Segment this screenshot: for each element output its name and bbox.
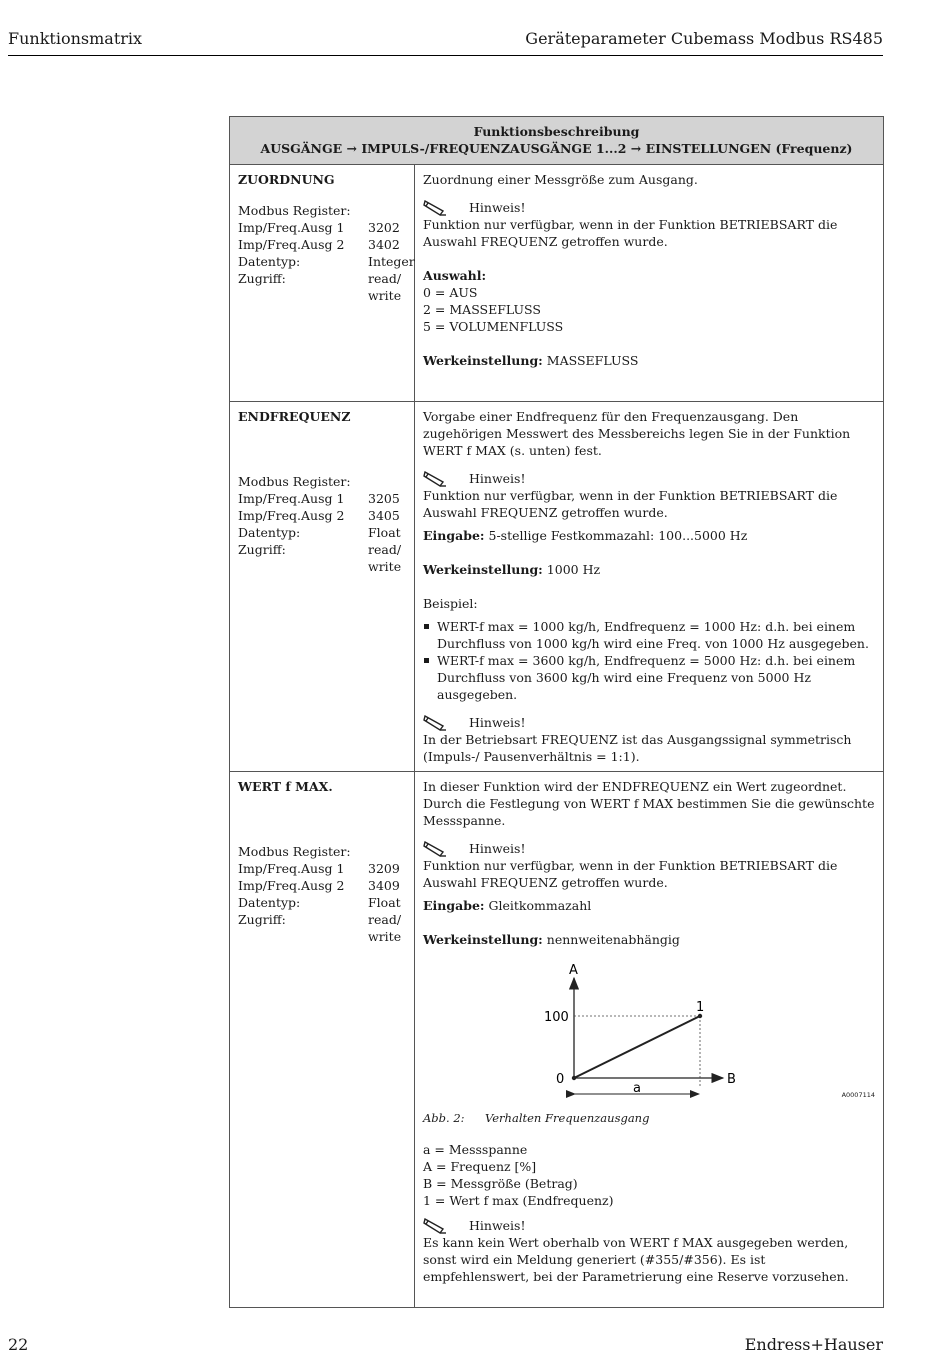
page-number: 22 bbox=[8, 1335, 29, 1354]
pencil-note-icon bbox=[423, 839, 449, 857]
function-name: ZUORDNUNG bbox=[238, 172, 335, 187]
hint-note bbox=[423, 839, 875, 857]
output2-register: 3409 bbox=[368, 878, 400, 893]
description-text: Zuordnung einer Messgröße zum Ausgang. bbox=[423, 172, 698, 187]
pencil-note-icon bbox=[423, 469, 449, 487]
label-a-axis: A bbox=[569, 963, 578, 978]
modbus-label: Modbus Register: bbox=[238, 844, 351, 859]
hint-label: Hinweis! bbox=[469, 199, 526, 215]
header-section-title: Funktionsmatrix bbox=[8, 29, 143, 48]
modbus-label: Modbus Register: bbox=[238, 203, 351, 218]
list-item: WERT-f max = 3600 kg/h, Endfrequenz = 5000 Hz: d.h. bei einem Durchfluss von 3600 kg/h wird eine Frequenz von 5000 Hz ausgegeben. bbox=[423, 652, 875, 703]
pencil-note-icon bbox=[423, 1216, 449, 1234]
list-item: WERT-f max = 1000 kg/h, Endfrequenz = 1000 Hz: d.h. bei einem Durchfluss von 1000 kg/h wird eine Freq. von 1000 Hz ausgegeben. bbox=[423, 618, 875, 652]
access-label: Zugriff: bbox=[238, 542, 286, 557]
function-info-cell bbox=[230, 402, 415, 772]
table-row-zuordnung bbox=[230, 165, 884, 402]
output1-label: Imp/Freq.Ausg 1 bbox=[238, 861, 345, 876]
access-label: Zugriff: bbox=[238, 912, 286, 927]
hint-note bbox=[423, 469, 875, 487]
header-rule bbox=[8, 55, 883, 56]
default-setting: Werkeinstellung: 1000 Hz bbox=[423, 562, 601, 577]
hint-text: Funktion nur verfügbar, wenn in der Funktion BETRIEBSART die Auswahl FREQUENZ getroffen wurde. bbox=[423, 858, 838, 890]
output1-register: 3202 bbox=[368, 220, 400, 235]
hint-text: Es kann kein Wert oberhalb von WERT f MAX ausgegeben werden, sonst wird ein Meldung generiert (#355/#356). Es ist empfehlenswert, bei der Parametrierung eine Reserve vorzusehen. bbox=[423, 1235, 849, 1284]
output2-register: 3405 bbox=[368, 508, 400, 523]
pencil-note-icon bbox=[423, 198, 449, 216]
brand-name: Endress+Hauser bbox=[744, 1335, 883, 1354]
hint-label: Hinweis! bbox=[469, 840, 526, 856]
label-b-axis: B bbox=[727, 1072, 736, 1087]
label-1: 1 bbox=[696, 1000, 705, 1015]
origin-point bbox=[572, 1076, 576, 1080]
input-spec: Eingabe: Gleitkommazahl bbox=[423, 898, 592, 913]
access-label: Zugriff: bbox=[238, 271, 286, 286]
function-info-cell bbox=[230, 165, 415, 402]
table-header-row bbox=[230, 117, 884, 165]
figure-caption: Abb. 2: Verhalten Frequenzausgang bbox=[423, 1111, 650, 1125]
output2-label: Imp/Freq.Ausg 2 bbox=[238, 508, 345, 523]
access-value: read/ write bbox=[368, 271, 402, 303]
example-label: Beispiel: bbox=[423, 596, 478, 611]
modbus-register-grid bbox=[238, 202, 415, 304]
hint-text: In der Betriebsart FREQUENZ ist das Ausgangssignal symmetrisch (Impuls-/ Pausenverhältnis = 1:1). bbox=[423, 732, 852, 764]
output2-label: Imp/Freq.Ausg 2 bbox=[238, 878, 345, 893]
function-info-cell bbox=[230, 772, 415, 1308]
hint-label: Hinweis! bbox=[469, 470, 526, 486]
hint-note bbox=[423, 713, 875, 731]
table-row-endfrequenz bbox=[230, 402, 884, 772]
legend-item: B = Messgröße (Betrag) bbox=[423, 1176, 578, 1191]
table-heading-title: Funktionsbeschreibung bbox=[473, 124, 640, 139]
legend-item: a = Messspanne bbox=[423, 1142, 528, 1157]
hint-note bbox=[423, 198, 875, 216]
datatype-label: Datentyp: bbox=[238, 895, 301, 910]
choice-item: 2 = MASSEFLUSS bbox=[423, 302, 541, 317]
default-setting: Werkeinstellung: MASSEFLUSS bbox=[423, 353, 639, 368]
modbus-label: Modbus Register: bbox=[238, 474, 351, 489]
output1-register: 3205 bbox=[368, 491, 400, 506]
access-value: read/ write bbox=[368, 542, 402, 574]
example-list bbox=[423, 618, 875, 703]
default-setting: Werkeinstellung: nennweitenabhängig bbox=[423, 932, 680, 947]
description-text: In dieser Funktion wird der ENDFREQUENZ ein Wert zugeordnet. bbox=[423, 779, 847, 794]
datatype-label: Datentyp: bbox=[238, 254, 301, 269]
datatype-value: Float bbox=[368, 895, 401, 910]
input-spec: Eingabe: 5-stellige Festkommazahl: 100...5000 Hz bbox=[423, 528, 748, 543]
output1-label: Imp/Freq.Ausg 1 bbox=[238, 491, 345, 506]
label-0: 0 bbox=[556, 1072, 565, 1087]
hint-text: Funktion nur verfügbar, wenn in der Funktion BETRIEBSART die Auswahl FREQUENZ getroffen wurde. bbox=[423, 488, 838, 520]
function-description-cell bbox=[415, 402, 884, 772]
output1-label: Imp/Freq.Ausg 1 bbox=[238, 220, 345, 235]
output-curve bbox=[574, 1016, 700, 1078]
choice-label: Auswahl: bbox=[423, 268, 487, 283]
function-description-cell bbox=[415, 772, 884, 1308]
pencil-note-icon bbox=[423, 713, 449, 731]
label-span-a: a bbox=[633, 1081, 641, 1096]
output2-label: Imp/Freq.Ausg 2 bbox=[238, 237, 345, 252]
output2-register: 3402 bbox=[368, 237, 400, 252]
function-description-cell bbox=[415, 165, 884, 402]
choice-item: 5 = VOLUMENFLUSS bbox=[423, 319, 564, 334]
legend-item: 1 = Wert f max (Endfrequenz) bbox=[423, 1193, 614, 1208]
hint-label: Hinweis! bbox=[469, 1217, 526, 1233]
output1-register: 3209 bbox=[368, 861, 400, 876]
figure-code: A0007114 bbox=[841, 1091, 875, 1099]
datatype-label: Datentyp: bbox=[238, 525, 301, 540]
hint-text: Funktion nur verfügbar, wenn in der Funktion BETRIEBSART die Auswahl FREQUENZ getroffen wurde. bbox=[423, 217, 838, 249]
header-document-title: Geräteparameter Cubemass Modbus RS485 bbox=[525, 29, 883, 48]
label-100: 100 bbox=[544, 1010, 569, 1025]
description-text: Vorgabe einer Endfrequenz für den Frequenzausgang. Den zugehörigen Messwert des Messbereichs legen Sie in der Funktion WERT f MAX (s. unten) fest. bbox=[423, 409, 851, 458]
table-row-wert-f-max bbox=[230, 772, 884, 1308]
table-heading-path: AUSGÄNGE → IMPULS-/FREQUENZAUSGÄNGE 1...2 → EINSTELLUNGEN (Frequenz) bbox=[260, 141, 853, 156]
frequency-output-diagram bbox=[423, 958, 861, 1108]
hint-note bbox=[423, 1216, 875, 1234]
modbus-register-grid bbox=[238, 843, 406, 945]
description-text: Durch die Festlegung von WERT f MAX bestimmen Sie die gewünschte Messspanne. bbox=[423, 796, 875, 828]
frequency-output-figure bbox=[423, 958, 875, 1108]
function-name: ENDFREQUENZ bbox=[238, 409, 351, 424]
modbus-register-grid bbox=[238, 473, 406, 575]
table-heading bbox=[230, 117, 884, 165]
choice-item: 0 = AUS bbox=[423, 285, 478, 300]
function-name: WERT f MAX. bbox=[238, 779, 333, 794]
legend-item: A = Frequenz [%] bbox=[423, 1159, 537, 1174]
function-matrix-table bbox=[229, 116, 884, 1308]
hint-label: Hinweis! bbox=[469, 714, 526, 730]
datatype-value: Float bbox=[368, 525, 401, 540]
datatype-value: Integer bbox=[368, 254, 415, 269]
access-value: read/ write bbox=[368, 912, 402, 944]
